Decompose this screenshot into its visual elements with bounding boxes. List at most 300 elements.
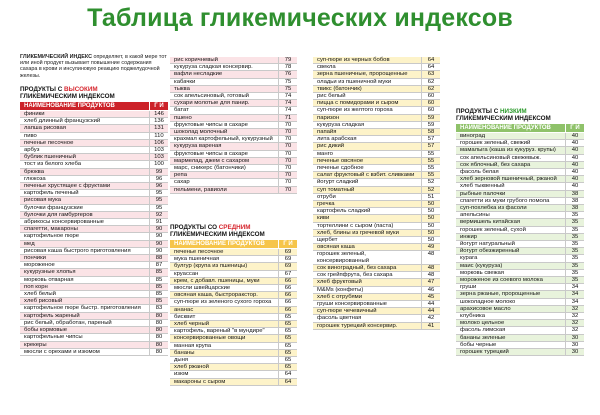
- table-row: [170, 165, 297, 172]
- table-row: [313, 129, 440, 136]
- gi-value: 32: [565, 320, 584, 326]
- table-row: [313, 57, 440, 64]
- product-name: сахар: [174, 179, 190, 186]
- product-name: хлеб белый: [24, 291, 56, 298]
- product-name: рыбные палочки: [460, 190, 506, 197]
- product-name: тортеллини с сыром (паста): [317, 222, 394, 229]
- high-table-b: [170, 57, 297, 194]
- table-row: [170, 314, 297, 321]
- gi-value: 52: [421, 179, 440, 185]
- table-row: [456, 183, 584, 190]
- product-name: бананы: [174, 349, 195, 356]
- medium-table-header: [170, 240, 297, 248]
- table-row: [20, 176, 168, 183]
- table-row: [313, 93, 440, 100]
- high-emph: ВЫСОКИМ: [64, 86, 98, 93]
- table-row: [456, 342, 584, 349]
- table-row: [20, 226, 168, 233]
- table-row: [313, 187, 440, 194]
- table-row: [20, 118, 168, 125]
- gi-value: 70: [278, 136, 297, 142]
- table-row: [313, 315, 440, 322]
- table-row: [313, 294, 440, 301]
- table-row: [20, 298, 168, 305]
- product-name: мед: [24, 240, 35, 247]
- product-name: суп-похлебка из фасоли: [460, 205, 527, 212]
- gi-value: 50: [421, 223, 440, 229]
- product-name: печенье овсяное: [317, 157, 364, 164]
- product-name: абрикосы консервированные: [24, 219, 104, 226]
- product-name: фасоль лимская: [460, 327, 506, 334]
- gi-value: 59: [421, 115, 440, 121]
- product-name: суп томатный: [317, 186, 355, 193]
- table-row: [456, 327, 584, 334]
- product-name: хлеб рисовый: [24, 298, 63, 305]
- table-row: [20, 169, 168, 176]
- gi-value: 62: [421, 79, 440, 85]
- table-row: [313, 158, 440, 165]
- gi-value: 87: [149, 262, 168, 268]
- gi-value: 35: [565, 227, 584, 233]
- low-section-label: ПРОДУКТЫ С НИЗКИМ ГЛИКЕМИЧЕСКИМ ИНДЕКСОМ: [456, 108, 551, 122]
- product-name: овсяная каша: [317, 244, 355, 251]
- table-row: [456, 306, 584, 313]
- table-row: [20, 133, 168, 140]
- product-name: бананы зеленые: [460, 334, 506, 341]
- table-row: [170, 93, 297, 100]
- table-row: [170, 350, 297, 357]
- col-gi: Г И: [565, 124, 584, 132]
- gi-value: 75: [278, 79, 297, 85]
- gi-value: 69: [278, 249, 297, 255]
- gi-value: 34: [565, 284, 584, 290]
- gi-value: 35: [565, 277, 584, 283]
- product-name: молоко цельное: [460, 320, 505, 327]
- gi-value: 95: [149, 197, 168, 203]
- table-row: [170, 271, 297, 278]
- product-name: сок виноградный, без сахара: [317, 264, 397, 271]
- gi-value: 80: [149, 313, 168, 319]
- product-name: бобы кормовые: [24, 327, 68, 334]
- product-name: горошек зеленый, свежий: [460, 140, 531, 147]
- gi-value: 50: [421, 230, 440, 236]
- table-row: [170, 122, 297, 129]
- table-row: [170, 136, 297, 143]
- gi-value: 70: [278, 129, 297, 135]
- gi-value: 91: [149, 219, 168, 225]
- product-name: маис (кукуруза): [460, 262, 503, 269]
- product-name: сок грейпфрута, без сахара: [317, 272, 393, 279]
- col-name: НАИМЕНОВАНИЕ ПРОДУКТОВ: [460, 125, 551, 131]
- gi-value: 40: [565, 183, 584, 189]
- gi-value: 65: [278, 335, 297, 341]
- gi-value: 30: [565, 335, 584, 341]
- gi-value: 46: [421, 287, 440, 293]
- product-name: йогурт сладкий: [317, 179, 359, 186]
- gi-value: 85: [149, 269, 168, 275]
- table-row: [20, 342, 168, 349]
- table-row: [170, 292, 297, 299]
- gi-value: 131: [149, 125, 168, 131]
- high-table-header: [20, 102, 168, 110]
- gi-value: 52: [421, 187, 440, 193]
- gi-value: 78: [278, 64, 297, 70]
- intro-bold: ГЛИКЕМИЧЕСКИЙ ИНДЕКС: [20, 54, 92, 60]
- gi-value: 38: [565, 205, 584, 211]
- table-row: [456, 227, 584, 234]
- gi-value: 66: [278, 299, 297, 305]
- table-row: [170, 86, 297, 93]
- product-name: кукуруза вареная: [174, 143, 222, 150]
- gi-value: 40: [565, 169, 584, 175]
- table-row: [170, 364, 297, 371]
- gi-value: 32: [565, 313, 584, 319]
- gi-value: 42: [421, 315, 440, 321]
- gi-value: 30: [565, 342, 584, 348]
- gi-value: 49: [421, 244, 440, 250]
- table-row: [20, 248, 168, 255]
- gi-value: 40: [565, 176, 584, 182]
- gi-value: 35: [565, 212, 584, 218]
- gi-value: 95: [149, 205, 168, 211]
- col-name: НАИМЕНОВАНИЕ ПРОДУКТОВ: [24, 103, 115, 109]
- gi-value: 103: [149, 154, 168, 160]
- product-name: мороженое: [24, 262, 55, 269]
- gi-value: 69: [278, 263, 297, 269]
- product-name: арахисовое масло: [460, 305, 511, 312]
- product-name: груши: [460, 284, 477, 291]
- gi-value: 85: [149, 284, 168, 290]
- gi-value: 63: [421, 71, 440, 77]
- gi-value: 38: [565, 198, 584, 204]
- product-name: гречка: [317, 201, 335, 208]
- product-name: пшено: [174, 114, 192, 121]
- product-name: горошек турецкий консервир.: [317, 322, 398, 329]
- gi-value: 66: [278, 278, 297, 284]
- product-name: хлеб ржаной: [174, 364, 209, 371]
- table-row: [456, 349, 584, 356]
- gi-value: 74: [278, 100, 297, 106]
- table-row: [20, 313, 168, 320]
- gi-value: 40: [565, 155, 584, 161]
- product-name: фруктовые чипсы в сахаре: [174, 121, 248, 128]
- table-row: [313, 151, 440, 158]
- product-name: лапша рисовая: [24, 125, 66, 132]
- table-row: [313, 237, 440, 244]
- gi-value: 60: [421, 93, 440, 99]
- table-row: [170, 371, 297, 378]
- gi-value: 95: [149, 190, 168, 196]
- table-row: [170, 57, 297, 64]
- gi-value: 55: [421, 158, 440, 164]
- product-name: бобы черные: [460, 341, 497, 348]
- product-name: хлеб тыквенный: [460, 183, 505, 190]
- gi-value: 35: [565, 263, 584, 269]
- product-name: апельсины: [460, 212, 490, 219]
- product-name: дыня: [174, 357, 189, 364]
- product-name: виноград: [460, 133, 486, 139]
- product-name: манная крупа: [174, 342, 212, 349]
- gi-value: 47: [421, 279, 440, 285]
- gi-value: 32: [565, 306, 584, 312]
- gi-value: 90: [149, 226, 168, 232]
- table-row: [313, 287, 440, 294]
- table-row: [20, 255, 168, 262]
- product-name: суп-пюре из зеленого сухого гороха: [174, 299, 272, 306]
- product-name: картофель печеный: [24, 190, 79, 197]
- table-row: [170, 172, 297, 179]
- table-row: [20, 349, 168, 356]
- product-name: бублик пшеничный: [24, 154, 76, 161]
- gi-value: 50: [421, 201, 440, 207]
- product-name: спагетти из муки грубого помола: [460, 197, 550, 204]
- intro-text: [20, 54, 168, 79]
- product-name: суп-пюре из черных бобов: [317, 57, 390, 63]
- product-name: твикс (батончик): [317, 85, 362, 92]
- gi-value: 65: [278, 357, 297, 363]
- table-row: [456, 284, 584, 291]
- table-row: [20, 219, 168, 226]
- product-name: клубника: [460, 313, 485, 320]
- product-name: фруктовые чипсы в сахаре: [174, 150, 248, 157]
- gi-value: 30: [565, 349, 584, 355]
- table-row: [170, 151, 297, 158]
- gi-value: 70: [278, 179, 297, 185]
- gi-value: 51: [421, 194, 440, 200]
- product-name: горошек зеленый, консервированный: [317, 251, 370, 264]
- gi-value: 92: [149, 212, 168, 218]
- gi-value: 70: [278, 122, 297, 128]
- product-name: батат: [174, 107, 189, 114]
- gi-value: 50: [421, 208, 440, 214]
- product-name: булочки французские: [24, 204, 83, 211]
- table-row: [313, 179, 440, 186]
- gi-value: 70: [278, 158, 297, 164]
- product-name: вермишель китайская: [460, 219, 521, 226]
- table-row: [313, 279, 440, 286]
- table-row: [20, 154, 168, 161]
- product-name: изюм: [174, 371, 189, 378]
- table-row: [456, 234, 584, 241]
- table-row: [20, 190, 168, 197]
- table-row: [170, 343, 297, 350]
- table-row: [456, 248, 584, 255]
- product-name: вафли несладкие: [174, 71, 223, 78]
- table-row: [313, 215, 440, 222]
- gi-value: 66: [278, 285, 297, 291]
- table-row: [313, 323, 440, 330]
- gi-value: 40: [565, 162, 584, 168]
- product-name: хлеб с отрубями: [317, 293, 363, 300]
- gi-value: 64: [421, 57, 440, 63]
- table-row: [456, 140, 584, 147]
- table-row: [456, 299, 584, 306]
- table-row: [170, 328, 297, 335]
- product-name: паризон: [317, 114, 340, 121]
- table-row: [313, 115, 440, 122]
- product-name: пельмени, равиоли: [174, 186, 227, 193]
- product-name: кукурузные хлопья: [24, 269, 76, 276]
- gi-value: 34: [565, 299, 584, 305]
- gi-value: 48: [421, 272, 440, 278]
- table-row: [20, 269, 168, 276]
- table-row: [170, 379, 297, 386]
- medium-table-a: [170, 249, 297, 386]
- table-row: [313, 64, 440, 71]
- table-row: [170, 249, 297, 256]
- product-name: картофельное пюре: [24, 233, 80, 240]
- table-row: [170, 263, 297, 270]
- gi-value: 34: [565, 291, 584, 297]
- gi-value: 80: [149, 342, 168, 348]
- table-row: [20, 241, 168, 248]
- product-name: кукуруза сладкая консервир.: [174, 64, 253, 71]
- table-row: [456, 147, 584, 154]
- gi-value: 35: [565, 219, 584, 225]
- gi-value: 35: [565, 234, 584, 240]
- gi-value: 136: [149, 118, 168, 124]
- table-row: [170, 100, 297, 107]
- product-name: хлеб фруктовый: [317, 279, 362, 286]
- table-row: [313, 100, 440, 107]
- product-name: финики: [24, 111, 45, 117]
- gi-value: 55: [421, 165, 440, 171]
- product-name: мармелад, джем с сахаром: [174, 157, 250, 164]
- gi-value: 88: [149, 255, 168, 261]
- product-name: йогурт обезжиренный: [460, 248, 520, 255]
- table-row: [313, 194, 440, 201]
- gi-value: 40: [565, 133, 584, 139]
- table-row: [313, 251, 440, 264]
- low-table-header: [456, 124, 584, 132]
- product-name: пицца с помидорами и сыром: [317, 100, 399, 107]
- table-row: [313, 308, 440, 315]
- gi-value: 85: [149, 291, 168, 297]
- gi-value: 110: [149, 133, 168, 139]
- product-name: овсяная каша, быстроракстор.: [174, 292, 258, 299]
- product-name: мука пшеничная: [174, 256, 220, 263]
- gi-value: 70: [278, 151, 297, 157]
- product-name: шоколад молочный: [174, 129, 228, 136]
- table-row: [313, 143, 440, 150]
- product-name: киви: [317, 215, 330, 222]
- medium-section-label: ПРОДУКТЫ СО СРЕДНИМ ГЛИКЕМИЧЕСКИМ ИНДЕКСОМ: [170, 224, 265, 238]
- gi-value: 62: [421, 86, 440, 92]
- gi-value: 71: [278, 115, 297, 121]
- table-row: [456, 255, 584, 262]
- product-name: зерна ржаные, пророщенные: [460, 291, 541, 298]
- product-name: зерна пшеничные, пророщенные: [317, 71, 408, 78]
- table-row: [313, 265, 440, 272]
- table-row: [20, 277, 168, 284]
- product-name: картофель жареный: [24, 312, 80, 319]
- table-row: [170, 278, 297, 285]
- product-name: оладьи из пшеничной муки: [317, 78, 392, 85]
- table-row: [20, 125, 168, 132]
- gi-value: 64: [278, 379, 297, 385]
- medium-emph: СРЕДНИМ: [218, 224, 251, 231]
- table-row: [456, 198, 584, 205]
- product-name: печенье песочное: [24, 139, 74, 146]
- gi-value: 65: [278, 328, 297, 334]
- gi-value: 57: [421, 136, 440, 142]
- gi-value: 41: [421, 323, 440, 329]
- product-name: поп корн: [24, 283, 48, 290]
- product-name: сок апельсиновый, готовый: [174, 93, 249, 100]
- table-row: [170, 158, 297, 165]
- product-name: булгур (крупа из пшеницы): [174, 263, 248, 270]
- gi-value: 40: [565, 140, 584, 146]
- product-name: брюква: [24, 168, 44, 175]
- table-row: [456, 191, 584, 198]
- gi-value: 58: [421, 129, 440, 135]
- product-name: рисовая мука: [24, 197, 62, 204]
- table-row: [313, 79, 440, 86]
- gi-value: 76: [278, 71, 297, 77]
- gi-value: 35: [565, 255, 584, 261]
- table-row: [20, 305, 168, 312]
- product-name: пончики: [24, 255, 46, 262]
- table-row: [456, 155, 584, 162]
- product-name: картофельное пюре быстр. приготовления: [24, 305, 141, 312]
- gi-value: 67: [278, 271, 297, 277]
- gi-value: 60: [421, 100, 440, 106]
- product-name: картофель сладкий: [317, 208, 371, 215]
- col-gi: Г И: [149, 102, 168, 110]
- product-name: крахмал картофельный, кукурузный: [174, 136, 273, 143]
- table-row: [456, 320, 584, 327]
- product-name: тост из белого хлеба: [24, 161, 82, 168]
- table-row: [170, 115, 297, 122]
- product-name: суп-пюре из желтого гороха: [317, 107, 393, 114]
- table-row: [170, 71, 297, 78]
- gi-value: 65: [278, 364, 297, 370]
- product-name: арбуз: [24, 147, 40, 154]
- product-name: марс, сникерс (батончики): [174, 165, 246, 172]
- table-row: [170, 307, 297, 314]
- gi-value: 80: [149, 349, 168, 355]
- product-name: макароны с сыром: [174, 378, 226, 385]
- product-name: суп-пюре чечевичный: [317, 308, 377, 315]
- product-name: картофельные чипсы: [24, 334, 83, 341]
- product-name: ананас: [174, 306, 194, 313]
- high-section-label: ПРОДУКТЫ С ВЫСОКИМ ГЛИКЕМИЧЕСКИМ ИНДЕКСОМ: [20, 86, 115, 100]
- gi-value: 74: [278, 107, 297, 113]
- gi-value: 85: [149, 298, 168, 304]
- product-name: салат фруктовый с взбит. сливками: [317, 172, 415, 179]
- product-name: кукуруза сладкая: [317, 121, 365, 128]
- table-row: [20, 284, 168, 291]
- gi-value: 50: [421, 215, 440, 221]
- gi-value: 57: [421, 143, 440, 149]
- col-gi: Г И: [278, 240, 297, 248]
- product-name: хлеб зерновой пшеничный, ржаной: [460, 176, 557, 183]
- product-name: лита арабская: [317, 136, 357, 143]
- intro-body: определяет, в какой мере тот или иной продукт вызывает повышение содержания сахара в крови и инсулиновую реакцию поджелудочной железы.: [20, 54, 167, 79]
- product-name: горошек турецкий: [460, 349, 509, 356]
- gi-value: 70: [278, 172, 297, 178]
- table-row: [456, 219, 584, 226]
- table-row: [456, 205, 584, 212]
- gi-value: 44: [421, 301, 440, 307]
- product-name: мамалыга (каша из кукуруз. крупы): [460, 147, 556, 154]
- gi-value: 66: [278, 307, 297, 313]
- low-table: [456, 133, 584, 356]
- gi-value: 65: [278, 321, 297, 327]
- gi-value: 74: [278, 93, 297, 99]
- gi-value: 85: [149, 277, 168, 283]
- product-name: спагетти, макароны: [24, 226, 78, 233]
